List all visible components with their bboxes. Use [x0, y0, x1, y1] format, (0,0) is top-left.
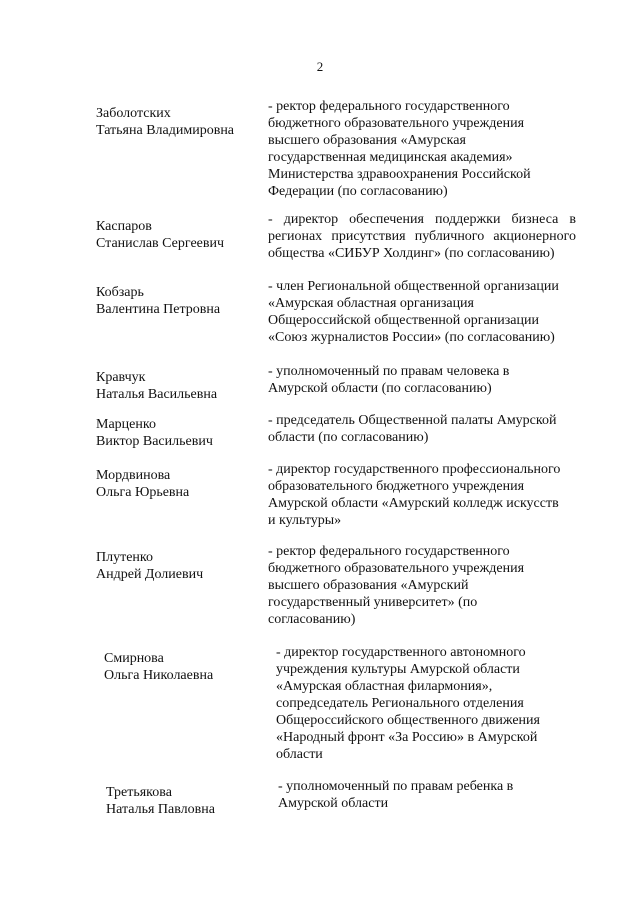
- member-role: [268, 461, 586, 529]
- role-line: - ректор федерального государственного: [268, 544, 510, 559]
- member-given-names: Андрей Долиевич: [96, 567, 204, 582]
- role-line: регионах присутствия публичного акционерного: [268, 229, 576, 244]
- member-surname: Заболотских: [96, 106, 171, 121]
- member-role: [268, 98, 586, 200]
- role-line: области (по согласованию): [268, 430, 429, 445]
- member-given-names: Татьяна Владимировна: [96, 123, 235, 138]
- member-name: [96, 369, 256, 403]
- role-line: высшего образования «Амурская: [268, 133, 466, 148]
- role-line: - директор обеспечения поддержки бизнеса в: [268, 212, 576, 227]
- role-line: - ректор федерального государственного: [268, 99, 510, 114]
- role-line: - директор государственного профессионального: [268, 462, 561, 477]
- member-given-names: Виктор Васильевич: [96, 434, 213, 449]
- member-role: [268, 412, 586, 446]
- member-given-names: Станислав Сергеевич: [96, 236, 225, 251]
- member-given-names: Валентина Петровна: [96, 302, 221, 317]
- member-name: [104, 650, 264, 684]
- member-surname: Кравчук: [96, 370, 146, 385]
- member-role: [268, 211, 576, 262]
- page-number: 2: [316, 59, 324, 74]
- member-surname: Кобзарь: [96, 285, 144, 300]
- member-name: [106, 784, 266, 818]
- role-line: Амурской области «Амурский колледж искусств: [268, 496, 559, 511]
- role-line: учреждения культуры Амурской области: [276, 662, 520, 677]
- role-line: - член Региональной общественной организации: [268, 279, 559, 294]
- member-role: [268, 543, 586, 628]
- member-given-names: Наталья Павловна: [106, 802, 215, 817]
- member-given-names: Наталья Васильевна: [96, 387, 218, 402]
- role-line: Федерации (по согласованию): [268, 184, 448, 199]
- role-line: - председатель Общественной палаты Амурской: [268, 413, 557, 428]
- role-line: «Союз журналистов России» (по согласованию): [268, 330, 555, 345]
- member-name: [96, 416, 256, 450]
- role-line: и культуры»: [268, 513, 342, 528]
- role-line: образовательного бюджетного учреждения: [268, 479, 525, 494]
- role-line: Общероссийской общественной организации: [268, 313, 539, 328]
- member-name: [96, 284, 256, 318]
- member-role: [268, 363, 586, 397]
- member-surname: Смирнова: [104, 651, 164, 666]
- role-line: области: [276, 747, 323, 762]
- role-line: «Народный фронт «За Россию» в Амурской: [276, 730, 538, 745]
- role-line: государственная медицинская академия»: [268, 150, 513, 165]
- role-line: «Амурская областная филармония»,: [276, 679, 493, 694]
- member-name: [96, 549, 256, 583]
- member-surname: Каспаров: [96, 219, 152, 234]
- role-line: - уполномоченный по правам ребенка в: [278, 779, 514, 794]
- role-line: общества «СИБУР Холдинг» (по согласованию): [268, 246, 555, 261]
- role-line: Министерства здравоохранения Российской: [268, 167, 531, 182]
- role-line: сопредседатель Регионального отделения: [276, 696, 524, 711]
- role-line: высшего образования «Амурский: [268, 578, 469, 593]
- member-surname: Мордвинова: [96, 468, 171, 483]
- role-line: - уполномоченный по правам человека в: [268, 364, 510, 379]
- role-line: Общероссийского общественного движения: [276, 713, 540, 728]
- role-line: бюджетного образовательного учреждения: [268, 116, 525, 131]
- member-surname: Марценко: [96, 417, 156, 432]
- member-given-names: Ольга Николаевна: [104, 668, 214, 683]
- role-line: - директор государственного автономного: [276, 645, 526, 660]
- member-role: [278, 778, 596, 812]
- role-line: государственный университет» (по: [268, 595, 478, 610]
- role-line: бюджетного образовательного учреждения: [268, 561, 525, 576]
- member-role: [276, 644, 594, 763]
- member-surname: Плутенко: [96, 550, 154, 565]
- role-line: согласованию): [268, 612, 356, 627]
- member-surname: Третьякова: [106, 785, 172, 800]
- member-name: [96, 218, 256, 252]
- member-name: [96, 467, 256, 501]
- member-role: [268, 278, 586, 346]
- role-line: Амурской области: [278, 796, 389, 811]
- role-line: «Амурская областная организация: [268, 296, 474, 311]
- member-name: [96, 105, 256, 139]
- role-line: Амурской области (по согласованию): [268, 381, 492, 396]
- member-given-names: Ольга Юрьевна: [96, 485, 190, 500]
